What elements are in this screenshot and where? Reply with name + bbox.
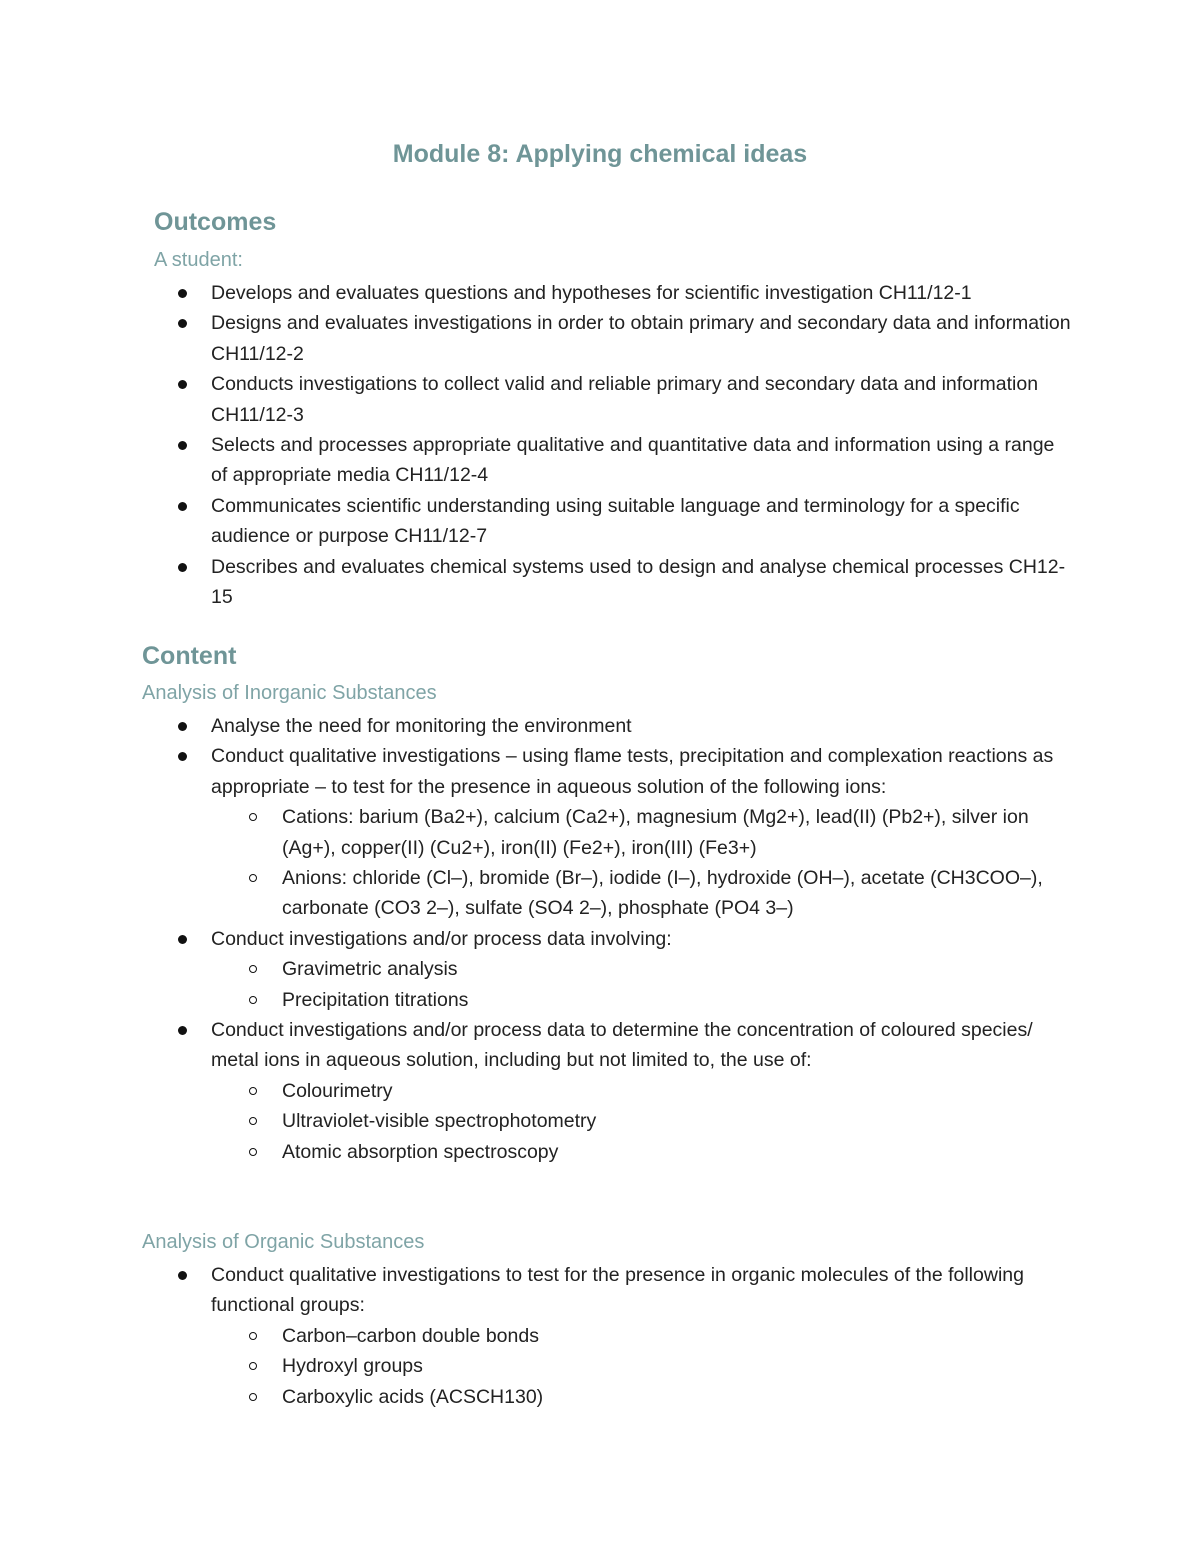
sub-list-item bbox=[211, 954, 1074, 984]
outcome-item bbox=[174, 308, 1074, 369]
sub-list-item bbox=[211, 1106, 1074, 1136]
sub-list-item bbox=[211, 1137, 1074, 1167]
outcomes-intro: A student: bbox=[154, 249, 243, 271]
content-item bbox=[174, 711, 1074, 741]
hollow-bullet-icon bbox=[249, 1332, 257, 1340]
sub-list-item bbox=[211, 863, 1074, 924]
sub-list-item-text: Colourimetry bbox=[282, 1079, 393, 1102]
outcome-item bbox=[174, 369, 1074, 430]
outcomes-list bbox=[174, 278, 1074, 612]
list-item-text: Describes and evaluates chemical systems used to design and analyse chemical processes CH12-15 bbox=[211, 555, 1066, 609]
hollow-bullet-icon bbox=[249, 813, 257, 821]
content-item bbox=[174, 1015, 1074, 1167]
bullet-icon bbox=[178, 380, 187, 389]
sub-list-item bbox=[211, 1076, 1074, 1106]
hollow-bullet-icon bbox=[249, 1087, 257, 1095]
sub-list-item-text: Gravimetric analysis bbox=[282, 958, 458, 981]
hollow-bullet-icon bbox=[249, 874, 257, 882]
sub-list-item-text: Ultraviolet-visible spectrophotometry bbox=[282, 1110, 597, 1133]
sub-list-item-text: Hydroxyl groups bbox=[282, 1355, 423, 1378]
bullet-icon bbox=[178, 502, 187, 511]
list-item-text: Designs and evaluates investigations in order to obtain primary and secondary data and information CH11/12-2 bbox=[211, 312, 1071, 365]
list-item-text: Conduct qualitative investigations to test for the presence in organic molecules of the following functional groups: bbox=[211, 1264, 1024, 1317]
sub-list bbox=[211, 954, 1074, 1015]
organic-heading: Analysis of Organic Substances bbox=[142, 1231, 425, 1253]
sub-list-item-text: Cations: barium (Ba2+), calcium (Ca2+), magnesium (Mg2+), lead(II) (Pb2+), silver ion (Ag+), copper(II) (Cu2+), iron(II) (Fe2+), iron(III) (Fe3+) bbox=[282, 806, 1029, 859]
outcome-item bbox=[174, 430, 1074, 491]
outcome-item bbox=[174, 278, 1074, 308]
sub-list-item bbox=[211, 1382, 1074, 1412]
list-item-text: Conduct qualitative investigations – using flame tests, precipitation and complexation reactions as appropriate – to test for the presence in aqueous solution of the following ions: bbox=[211, 745, 1054, 798]
list-item-text: Conducts investigations to collect valid and reliable primary and secondary data and information CH11/12-3 bbox=[211, 373, 1039, 426]
list-item-text: Communicates scientific understanding using suitable language and terminology for a specific audience or purpose CH11/12-7 bbox=[211, 494, 1020, 548]
bullet-icon bbox=[178, 1026, 187, 1035]
bullet-icon bbox=[178, 722, 187, 731]
list-item-text: Conduct investigations and/or process data to determine the concentration of coloured species/ metal ions in aqueous solution, including but not limited to, the use of: bbox=[211, 1019, 1033, 1072]
bullet-icon bbox=[178, 935, 187, 944]
hollow-bullet-icon bbox=[249, 1362, 257, 1370]
hollow-bullet-icon bbox=[249, 996, 257, 1004]
page-title: Module 8: Applying chemical ideas bbox=[392, 140, 808, 168]
list-item-text: Selects and processes appropriate qualitative and quantitative data and information using a range of appropriate media CH11/12-4 bbox=[211, 434, 1055, 487]
list-item-text: Develops and evaluates questions and hypotheses for scientific investigation CH11/12-1 bbox=[211, 282, 972, 304]
sub-list-item-text: Carboxylic acids (ACSCH130) bbox=[282, 1385, 544, 1408]
content-item bbox=[174, 924, 1074, 1015]
outcome-item bbox=[174, 491, 1074, 552]
content-item bbox=[174, 741, 1074, 923]
hollow-bullet-icon bbox=[249, 1393, 257, 1401]
hollow-bullet-icon bbox=[249, 1117, 257, 1125]
sub-list-item bbox=[211, 1351, 1074, 1381]
organic-list bbox=[174, 1260, 1074, 1412]
sub-list bbox=[211, 802, 1074, 924]
list-item-text: Conduct investigations and/or process data involving: bbox=[211, 927, 672, 950]
content-item bbox=[174, 1260, 1074, 1412]
hollow-bullet-icon bbox=[249, 1148, 257, 1156]
sub-list bbox=[211, 1076, 1074, 1167]
outcome-item bbox=[174, 552, 1074, 613]
list-item-text: Analyse the need for monitoring the environment bbox=[211, 715, 632, 737]
bullet-icon bbox=[178, 319, 187, 328]
sub-list-item-text: Atomic absorption spectroscopy bbox=[282, 1140, 559, 1163]
content-heading: Content bbox=[142, 642, 237, 670]
sub-list-item bbox=[211, 802, 1074, 863]
inorganic-heading: Analysis of Inorganic Substances bbox=[142, 682, 437, 704]
bullet-icon bbox=[178, 289, 187, 298]
bullet-icon bbox=[178, 563, 187, 572]
sub-list-item-text: Precipitation titrations bbox=[282, 988, 469, 1011]
sub-list-item bbox=[211, 985, 1074, 1015]
bullet-icon bbox=[178, 441, 187, 450]
bullet-icon bbox=[178, 1271, 187, 1280]
hollow-bullet-icon bbox=[249, 965, 257, 973]
sub-list bbox=[211, 1321, 1074, 1412]
sub-list-item-text: Anions: chloride (Cl–), bromide (Br–), iodide (I–), hydroxide (OH–), acetate (CH3COO–), carbonate (CO3 2–), sulfate (SO4 2–), phosphate (PO4 3–) bbox=[282, 867, 1043, 920]
bullet-icon bbox=[178, 752, 187, 761]
sub-list-item-text: Carbon–carbon double bonds bbox=[282, 1324, 539, 1347]
sub-list-item bbox=[211, 1321, 1074, 1351]
outcomes-heading: Outcomes bbox=[154, 208, 277, 236]
inorganic-list bbox=[174, 711, 1074, 1167]
